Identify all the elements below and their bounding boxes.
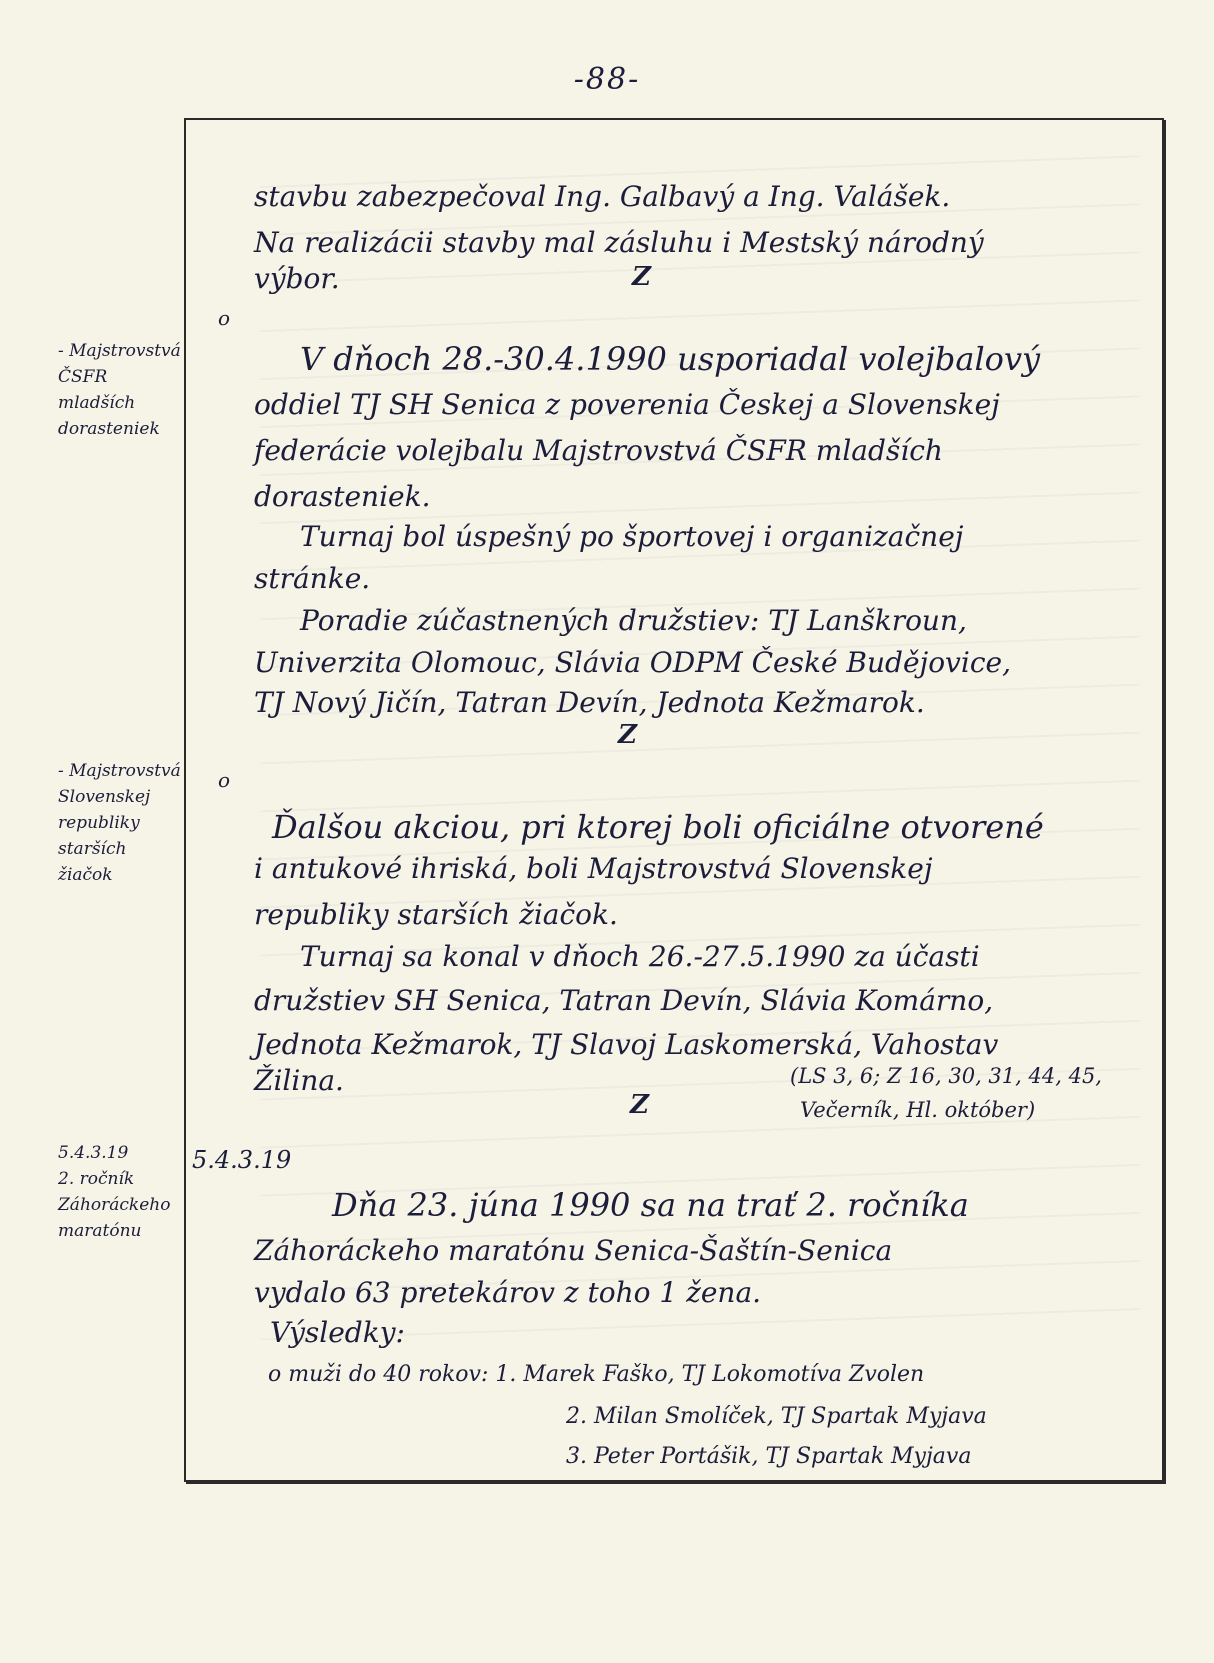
text-line: oddiel TJ SH Senica z poverenia Českej a Slovenskej bbox=[254, 388, 1000, 421]
margin-note-csfr: - Majstrovstvá ČSFR mladších dorasteniek bbox=[58, 341, 181, 439]
text-line: i antukové ihriská, boli Majstrovstvá Slovenskej bbox=[254, 852, 933, 885]
inline-reference: 5.4.3.19 bbox=[192, 1146, 292, 1174]
text-line: Turnaj bol úspešný po športovej i organizačnej bbox=[300, 520, 964, 553]
text-line: Na realizácii stavby mal zásluhu i Mestský národný bbox=[254, 226, 984, 259]
text-line: V dňoch 28.-30.4.1990 usporiadal volejbalový bbox=[300, 340, 1041, 378]
section-mark: Z bbox=[618, 720, 637, 750]
results-line: 2. Milan Smolíček, TJ Spartak Myjava bbox=[566, 1404, 987, 1429]
text-line: Záhoráckeho maratónu Senica-Šaštín-Senica bbox=[254, 1234, 893, 1267]
bullet-marker: o bbox=[218, 306, 231, 330]
margin-note-marathon: 5.4.3.19 2. ročník Záhoráckeho maratónu bbox=[58, 1143, 171, 1241]
text-line: Jednota Kežmarok, TJ Slavoj Laskomerská, Vahostav bbox=[254, 1028, 999, 1061]
text-line: Poradie zúčastnených družstiev: TJ Lanškroun, bbox=[300, 604, 967, 637]
text-line: družstiev SH Senica, Tatran Devín, Slávia Komárno, bbox=[254, 984, 994, 1017]
results-line: o muži do 40 rokov: 1. Marek Faško, TJ Lokomotíva Zvolen bbox=[268, 1362, 925, 1387]
reference-note: Večerník, Hl. október) bbox=[800, 1098, 1036, 1122]
text-line: Turnaj sa konal v dňoch 26.-27.5.1990 za účasti bbox=[300, 940, 980, 973]
section-mark: Z bbox=[632, 262, 651, 292]
bullet-marker: o bbox=[218, 768, 231, 792]
text-line: TJ Nový Jičín, Tatran Devín, Jednota Kežmarok. bbox=[254, 686, 925, 719]
text-line: vydalo 63 pretekárov z toho 1 žena. bbox=[254, 1276, 762, 1309]
text-line: republiky starších žiačok. bbox=[254, 898, 618, 931]
text-line: Dňa 23. júna 1990 sa na trať 2. ročníka bbox=[332, 1186, 969, 1224]
text-line: federácie volejbalu Majstrovstvá ČSFR mladších bbox=[254, 434, 943, 467]
text-line: Výsledky: bbox=[270, 1316, 405, 1349]
text-line: dorasteniek. bbox=[254, 480, 431, 513]
text-line: Žilina. bbox=[254, 1064, 344, 1097]
text-line: stavbu zabezpečoval Ing. Galbavý a Ing. Valášek. bbox=[254, 180, 951, 213]
text-line: stránke. bbox=[254, 562, 371, 595]
text-line: výbor. bbox=[254, 262, 340, 295]
page-number: -88- bbox=[573, 62, 641, 97]
section-mark: Z bbox=[630, 1090, 649, 1120]
results-line: 3. Peter Portášik, TJ Spartak Myjava bbox=[566, 1444, 972, 1469]
reference-note: (LS 3, 6; Z 16, 30, 31, 44, 45, bbox=[790, 1064, 1102, 1088]
text-line: Univerzita Olomouc, Slávia ODPM České Budějovice, bbox=[254, 646, 1011, 679]
margin-note-slovak-championship: - Majstrovstvá Slovenskej republiky starších žiačok bbox=[58, 761, 181, 885]
text-line: Ďalšou akciou, pri ktorej boli oficiálne otvorené bbox=[272, 808, 1044, 846]
